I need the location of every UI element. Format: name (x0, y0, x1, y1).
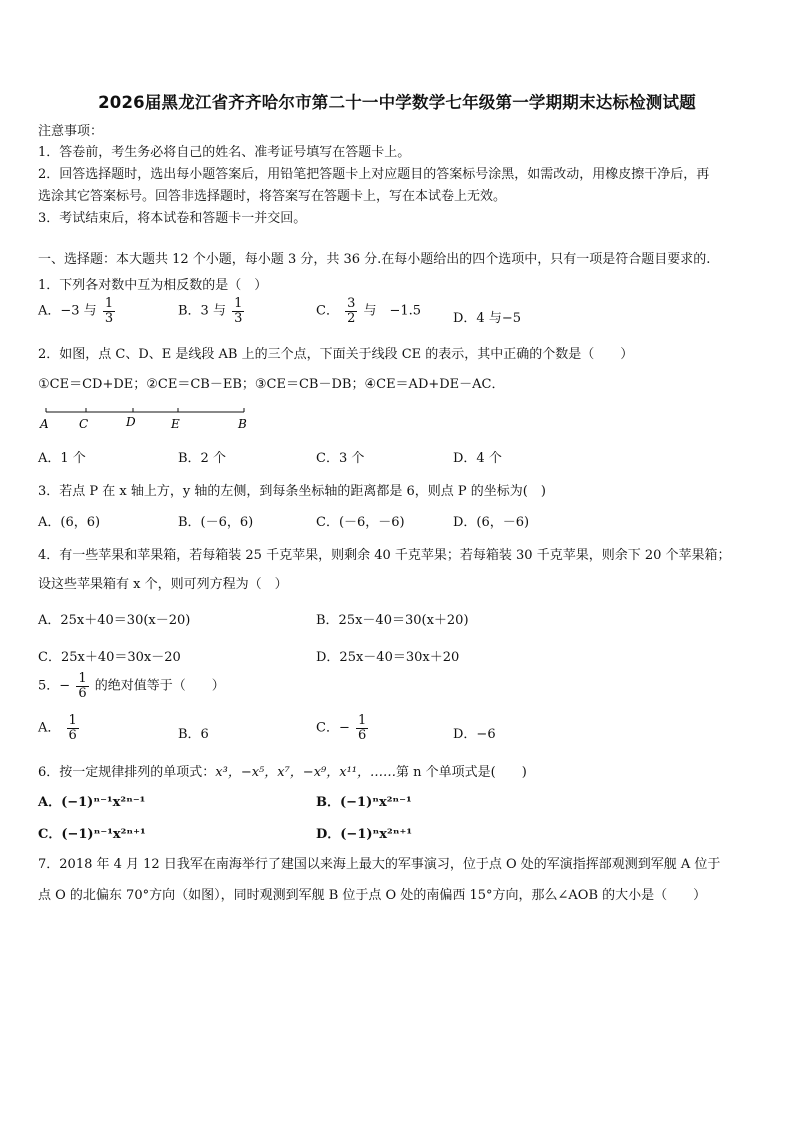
fraction (103, 297, 115, 325)
fraction (232, 297, 244, 325)
fraction (356, 714, 368, 742)
fraction-numerator: 1 (78, 671, 87, 686)
monomial-sequence: x³，−x⁵，x⁷，−x⁹，x¹¹，…… (215, 765, 396, 780)
question-3-stem: 3．若点 P 在 x 轴上方，y 轴的左侧，到每条坐标轴的距离都是 6，则点 P 的坐标为( ) (38, 484, 546, 499)
option-b-label: B．3 与 (178, 303, 226, 319)
question-2-option-c: C．3 个 (316, 451, 365, 466)
question-2-stem: 2．如图，点 C、D、E 是线段 AB 上的三个点，下面关于线段 CE 的表示，其中正确的个数是（ ） (38, 347, 634, 362)
question-4-stem-line-1: 4．有一些苹果和苹果箱，若每箱装 25 千克苹果，则剩余 40 千克苹果；若每箱装 30 千克苹果，则余下 20 个苹果箱； (38, 548, 731, 563)
stem-tail: 第 n 个单项式是( ) (396, 765, 527, 780)
point-label-b: B (238, 417, 247, 431)
question-3-option-d: D．(6，－6) (453, 515, 530, 530)
question-6-stem (38, 761, 527, 780)
question-6-option-b: B．(−1)ⁿx²ⁿ⁻¹ (316, 795, 412, 810)
question-6-option-a: A．(−1)ⁿ⁻¹x²ⁿ⁻¹ (38, 795, 146, 810)
option-a-label: A．−3 与 (38, 303, 97, 319)
question-3-option-a: A．(6，6) (38, 515, 101, 530)
page-title: 2026届黑龙江省齐齐哈尔市第二十一中学数学七年级第一学期期末达标检测试题 (98, 93, 696, 112)
question-5-stem (38, 672, 225, 700)
fraction (345, 297, 357, 325)
fraction-denominator: 6 (78, 685, 87, 701)
question-3-option-b: B．(－6，6) (178, 515, 254, 530)
option-c-label: C． (316, 303, 339, 319)
option-c-label: C．− (316, 720, 350, 736)
note-item-2-line-1: 2．回答选择题时，选出每小题答案后，用铅笔把答题卡上对应题目的答案标号涂黑，如需改动，用橡皮擦干净后，再 (38, 167, 710, 182)
question-4-option-b: B．25x－40＝30(x＋20) (316, 613, 469, 628)
fraction-numerator: 1 (357, 713, 367, 728)
note-item-1: 1．答卷前，考生务必将自己的姓名、准考证号填写在答题卡上。 (38, 145, 411, 160)
question-3-option-c: C．(－6，－6) (316, 515, 405, 530)
fraction-numerator: 1 (234, 296, 243, 311)
note-item-3: 3．考试结束后，将本试卷和答题卡一并交回。 (38, 211, 307, 226)
stem-tail: 的绝对值等于（ ） (94, 678, 225, 694)
question-4-option-d: D．25x－40＝30x＋20 (316, 650, 460, 665)
fraction-denominator: 6 (68, 727, 77, 743)
question-6-option-d: D．(−1)ⁿx²ⁿ⁺¹ (316, 827, 413, 842)
point-label-d: D (126, 415, 136, 429)
question-1-stem: 1．下列各对数中互为相反数的是（ ） (38, 278, 268, 293)
point-label-a: A (40, 417, 49, 431)
question-5-option-c (316, 714, 370, 742)
fraction-denominator: 2 (347, 310, 356, 326)
question-1-option-d: D．4 与−5 (453, 311, 521, 326)
fraction-numerator: 1 (104, 296, 114, 311)
option-c-tail: 与 −1.5 (363, 303, 422, 319)
question-7-stem-line-2: 点 O 的北偏东 70°方向（如图），同时观测到军舰 B 位于点 O 处的南偏西 15°方向，那么∠AOB 的大小是（ ） (38, 888, 707, 903)
question-7-stem-line-1: 7．2018 年 4 月 12 日我军在南海举行了建国以来海上最大的军事演习，位于点 O 处的军演指挥部观测到军舰 A 位于 (38, 857, 721, 872)
question-2-option-a: A．1 个 (38, 451, 86, 466)
fraction (67, 714, 79, 742)
question-2-option-b: B．2 个 (178, 451, 226, 466)
question-1-option-a (38, 297, 117, 325)
note-item-2-line-2: 选涂其它答案标号。回答非选择题时，将答案写在答题卡上，写在本试卷上无效。 (38, 189, 507, 204)
fraction-numerator: 1 (68, 713, 77, 728)
fraction-numerator: 3 (347, 296, 356, 311)
fraction-denominator: 6 (357, 727, 367, 743)
question-4-option-a: A．25x＋40＝30(x－20) (38, 613, 191, 628)
question-5-option-b: B．6 (178, 727, 209, 742)
point-label-c: C (79, 417, 89, 431)
fraction-denominator: 3 (104, 310, 114, 326)
question-4-option-c: C．25x＋40＝30x－20 (38, 650, 181, 665)
question-6-option-c: C．(−1)ⁿ⁻¹x²ⁿ⁺¹ (38, 827, 146, 842)
question-2-option-d: D．4 个 (453, 451, 502, 466)
question-1-option-c (316, 297, 421, 325)
section-heading: 一、选择题：本大题共 12 个小题，每小题 3 分，共 36 分.在每小题给出的四个选项中，只有一项是符合题目要求的. (38, 252, 711, 267)
fraction (76, 672, 88, 700)
question-2-expressions: ①CE＝CD+DE；②CE＝CB－EB；③CE＝CB－DB；④CE＝AD+DE－AC． (38, 377, 505, 392)
stem-prefix: 6．按一定规律排列的单项式： (38, 765, 216, 780)
question-5-option-d: D．−6 (453, 727, 496, 742)
question-1-option-b (178, 297, 246, 325)
line-segment-diagram (36, 404, 256, 434)
fraction-denominator: 3 (234, 310, 243, 326)
stem-prefix: 5．− (38, 678, 71, 694)
option-a-label: A． (38, 720, 61, 736)
question-5-option-a (38, 714, 81, 742)
question-4-stem-line-2: 设这些苹果箱有 x 个，则可列方程为（ ） (38, 577, 288, 592)
notes-heading: 注意事项： (38, 124, 104, 139)
point-label-e: E (171, 417, 180, 431)
